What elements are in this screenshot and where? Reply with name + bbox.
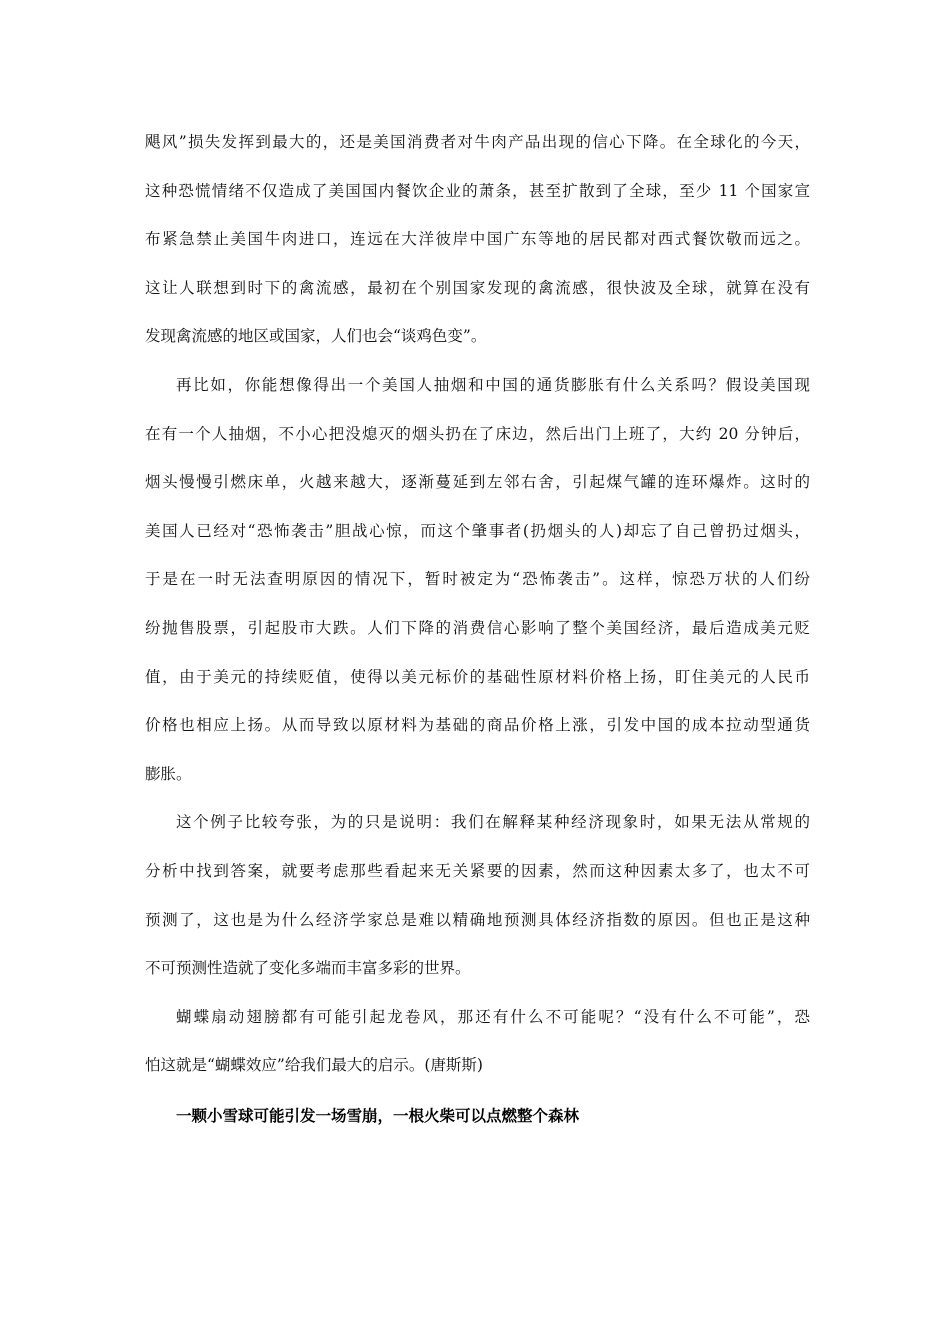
text-line: 飓风”损失发挥到最大的，还是美国消费者对牛肉产品出现的信心下降。在全球化的今天， [145, 133, 810, 151]
text-line: 于是在一时无法查明原因的情况下，暂时被定为“恐怖袭击”。这样，惊恐万状的人们纷 [145, 570, 810, 589]
text-line: 发现禽流感的地区或国家，人们也会“谈鸡色变”。 [145, 327, 487, 346]
text-line: 再比如，你能想像得出一个美国人抽烟和中国的通货膨胀有什么关系吗？假设美国现 [176, 375, 810, 394]
text-line: 预测了，这也是为什么经济学家总是难以精确地预测具体经济指数的原因。但也正是这种 [145, 910, 810, 929]
text-line: 价格也相应上扬。从而导致以原材料为基础的商品价格上涨，引发中国的成本拉动型通货 [145, 716, 810, 735]
text-line: 这个例子比较夸张，为的只是说明：我们在解释某种经济现象时，如果无法从常规的 [176, 813, 810, 832]
text-line: 不可预测性造就了变化多端而丰富多彩的世界。 [145, 959, 471, 978]
text-line: 蝴蝶扇动翅膀都有可能引起龙卷风，那还有什么不可能呢？“没有什么不可能”，恐 [176, 1007, 810, 1026]
text-line: 在有一个人抽烟，不小心把没熄灭的烟头扔在了床边，然后出门上班了，大约 20 分钟后， [145, 424, 810, 443]
text-line: 纷抛售股票，引起股市大跌。人们下降的消费信心影响了整个美国经济，最后造成美元贬 [145, 618, 810, 637]
text-line: 这种恐慌情绪不仅造成了美国国内餐饮企业的萧条，甚至扩散到了全球，至少 11 个国家宣 [145, 181, 810, 200]
text-line: 怕这就是“蝴蝶效应”给我们最大的启示。(唐斯斯) [145, 1056, 483, 1075]
text-line: 美国人已经对“恐怖袭击”胆战心惊，而这个肇事者(扔烟头的人)却忘了自己曾扔过烟头， [145, 521, 810, 540]
text-line: 这让人联想到时下的禽流感，最初在个别国家发现的禽流感，很快波及全球，就算在没有 [145, 278, 810, 297]
text-line: 布紧急禁止美国牛肉进口，连远在大洋彼岸中国广东等地的居民都对西式餐饮敬而远之。 [145, 230, 810, 249]
paragraph-3 [145, 798, 810, 992]
paragraph-2 [145, 361, 810, 798]
section-heading: 一颗小雪球可能引发一场雪崩，一根火柴可以点燃整个森林 [176, 1106, 580, 1125]
text-line: 分析中找到答案，就要考虑那些看起来无关紧要的因素，然而这种因素太多了，也太不可 [145, 861, 810, 880]
text-line: 值，由于美元的持续贬值，使得以美元标价的基础性原材料价格上扬，盯住美元的人民币 [145, 667, 810, 686]
document-body [145, 118, 810, 1140]
text-line: 膨胀。 [145, 764, 192, 783]
paragraph-4 [145, 993, 810, 1090]
text-line: 烟头慢慢引燃床单，火越来越大，逐渐蔓延到左邻右舍，引起煤气罐的连环爆炸。这时的 [145, 473, 810, 492]
paragraph-1 [145, 118, 810, 361]
